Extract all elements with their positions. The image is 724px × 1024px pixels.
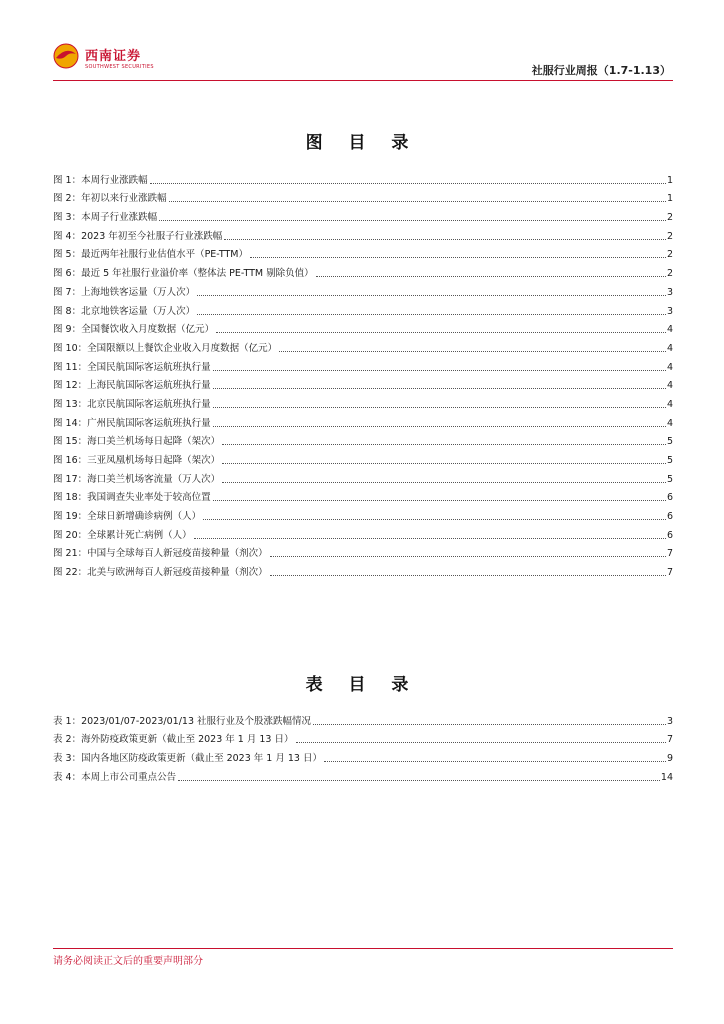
toc-entry[interactable]	[53, 504, 673, 523]
toc-entry[interactable]	[53, 243, 673, 262]
toc-entry-label: 图 18：我国调查失业率处于较高位置	[53, 492, 211, 504]
toc-entry-label: 图 5：最近两年社服行业估值水平（PE-TTM）	[53, 249, 248, 261]
footer-divider	[53, 948, 673, 949]
toc-entry-label: 表 2：海外防疫政策更新（截止至 2023 年 1 月 13 日）	[53, 734, 294, 746]
toc-leader-dots	[213, 426, 666, 427]
toc-leader-dots	[250, 257, 666, 258]
toc-leader-dots	[197, 295, 666, 296]
toc-leader-dots	[169, 201, 666, 202]
toc-entry-page: 3	[666, 286, 673, 298]
toc-entry-label: 图 16：三亚凤凰机场每日起降（架次）	[53, 455, 221, 466]
toc-entry[interactable]	[53, 411, 673, 430]
toc-entry[interactable]	[53, 374, 673, 393]
toc-entry[interactable]	[53, 765, 673, 784]
toc-leader-dots	[270, 556, 666, 557]
toc-leader-dots	[222, 444, 666, 445]
toc-entry-label: 图 9：全国餐饮收入月度数据（亿元）	[53, 324, 215, 336]
toc-leader-dots	[296, 742, 666, 743]
toc-entry[interactable]	[53, 261, 673, 280]
toc-entry[interactable]	[53, 205, 673, 224]
toc-entry[interactable]	[53, 355, 673, 374]
toc-entry-page: 1	[666, 193, 673, 205]
toc-entry-page: 7	[666, 734, 673, 746]
toc-leader-dots	[279, 351, 666, 352]
toc-leader-dots	[216, 332, 666, 333]
toc-entry-label: 表 4：本周上市公司重点公告	[53, 771, 177, 783]
toc-entry[interactable]	[53, 523, 673, 542]
toc-entry-label: 图 21：中国与全球每百人新冠疫苗接种量（剂次）	[53, 548, 268, 560]
toc-leader-dots	[324, 761, 666, 762]
toc-entry-label: 图 8：北京地铁客运量（万人次）	[53, 305, 196, 317]
figures-section-title: 图 目 录	[305, 133, 419, 153]
toc-leader-dots	[222, 463, 666, 464]
toc-leader-dots	[159, 220, 666, 221]
toc-entry-page: 6	[666, 529, 673, 541]
toc-entry-page: 2	[666, 249, 673, 261]
toc-entry[interactable]	[53, 486, 673, 505]
toc-entry-page: 1	[666, 174, 673, 186]
toc-entry-page: 3	[666, 305, 673, 317]
toc-leader-dots	[194, 538, 666, 539]
toc-entry-label: 图 6：最近 5 年社服行业溢价率（整体法 PE-TTM 剔除负值）	[53, 268, 314, 280]
toc-leader-dots	[213, 370, 666, 371]
toc-leader-dots	[178, 780, 660, 781]
toc-entry-page: 3	[666, 715, 673, 727]
toc-entry-page: 2	[666, 212, 673, 224]
toc-entry-label: 图 17：海口美兰机场客流量（万人次）	[53, 473, 221, 485]
toc-entry-label: 图 13：北京民航国际客运航班执行量	[53, 398, 211, 410]
toc-leader-dots	[197, 314, 666, 315]
toc-entry-label: 图 15：海口美兰机场每日起降（架次）	[53, 436, 221, 448]
toc-entry-label: 图 3：本周子行业涨跌幅	[53, 212, 158, 224]
footer-disclaimer: 请务必阅读正文后的重要声明部分	[53, 956, 203, 967]
toc-entry-page: 6	[666, 492, 673, 504]
toc-entry-page: 7	[666, 548, 673, 560]
toc-entry-page: 4	[666, 361, 673, 373]
toc-entry-page: 7	[666, 567, 673, 579]
toc-leader-dots	[224, 239, 666, 240]
toc-entry-label: 图 7：上海地铁客运量（万人次）	[53, 286, 196, 298]
toc-entry[interactable]	[53, 224, 673, 243]
toc-leader-dots	[213, 500, 666, 501]
toc-entry-page: 2	[666, 230, 673, 242]
header-divider	[53, 80, 673, 81]
page-header	[53, 40, 673, 82]
toc-entry[interactable]	[53, 336, 673, 355]
toc-entry-label: 图 1：本周行业涨跌幅	[53, 174, 148, 186]
toc-entry[interactable]	[53, 728, 673, 747]
toc-entry-page: 5	[666, 455, 673, 466]
report-title: 社服行业周报（1.7-1.13）	[531, 64, 671, 77]
toc-entry-page: 4	[666, 324, 673, 336]
toc-entry-label: 图 14：广州民航国际客运航班执行量	[53, 417, 211, 429]
toc-entry-page: 4	[666, 380, 673, 392]
toc-entry-page: 5	[666, 473, 673, 485]
toc-entry[interactable]	[53, 280, 673, 299]
toc-leader-dots	[222, 482, 666, 483]
toc-leader-dots	[316, 276, 666, 277]
toc-entry-label: 图 4：2023 年初至今社服子行业涨跌幅	[53, 230, 223, 242]
toc-entry-label: 图 10：全国限额以上餐饮企业收入月度数据（亿元）	[53, 342, 278, 354]
company-logo	[53, 40, 163, 76]
toc-entry[interactable]	[53, 709, 673, 728]
toc-leader-dots	[150, 183, 666, 184]
toc-entry[interactable]	[53, 560, 673, 579]
toc-entry[interactable]	[53, 168, 673, 187]
toc-entry-page: 9	[666, 753, 673, 765]
toc-entry[interactable]	[53, 448, 673, 467]
toc-leader-dots	[270, 575, 666, 576]
tables-section-title: 表 目 录	[305, 675, 419, 695]
logo-icon	[53, 43, 79, 69]
toc-leader-dots	[203, 519, 666, 520]
toc-entry-label: 表 1：2023/01/07-2023/01/13 社服行业及个股涨跌幅情况	[53, 715, 312, 727]
tables-list	[53, 709, 673, 784]
toc-leader-dots	[213, 388, 666, 389]
toc-entry-label: 图 19：全球日新增确诊病例（人）	[53, 511, 202, 523]
toc-entry-page: 4	[666, 417, 673, 429]
toc-entry-page: 4	[666, 342, 673, 354]
toc-entry[interactable]	[53, 187, 673, 206]
logo-chinese-name: 西南证券	[85, 49, 142, 64]
toc-entry-label: 表 3：国内各地区防疫政策更新（截止至 2023 年 1 月 13 日）	[53, 753, 322, 765]
toc-entry-page: 5	[666, 436, 673, 448]
toc-entry-label: 图 20：全球累计死亡病例（人）	[53, 529, 192, 541]
toc-entry-label: 图 2：年初以来行业涨跌幅	[53, 193, 167, 205]
toc-entry[interactable]	[53, 746, 673, 765]
logo-english-name: SOUTHWEST SECURITIES	[85, 64, 154, 70]
toc-entry[interactable]	[53, 299, 673, 318]
toc-entry-page: 6	[666, 511, 673, 523]
toc-entry-label: 图 11：全国民航国际客运航班执行量	[53, 361, 211, 373]
toc-entry[interactable]	[53, 542, 673, 561]
toc-entry-label: 图 12：上海民航国际客运航班执行量	[53, 380, 211, 392]
figures-list	[53, 168, 673, 579]
toc-leader-dots	[213, 407, 666, 408]
toc-entry-page: 4	[666, 398, 673, 410]
toc-leader-dots	[313, 724, 666, 725]
toc-entry[interactable]	[53, 430, 673, 449]
toc-entry[interactable]	[53, 392, 673, 411]
toc-entry-label: 图 22：北美与欧洲每百人新冠疫苗接种量（剂次）	[53, 567, 268, 579]
toc-entry-page: 2	[666, 268, 673, 280]
toc-entry[interactable]	[53, 467, 673, 486]
toc-entry[interactable]	[53, 318, 673, 337]
toc-entry-page: 14	[660, 771, 673, 783]
